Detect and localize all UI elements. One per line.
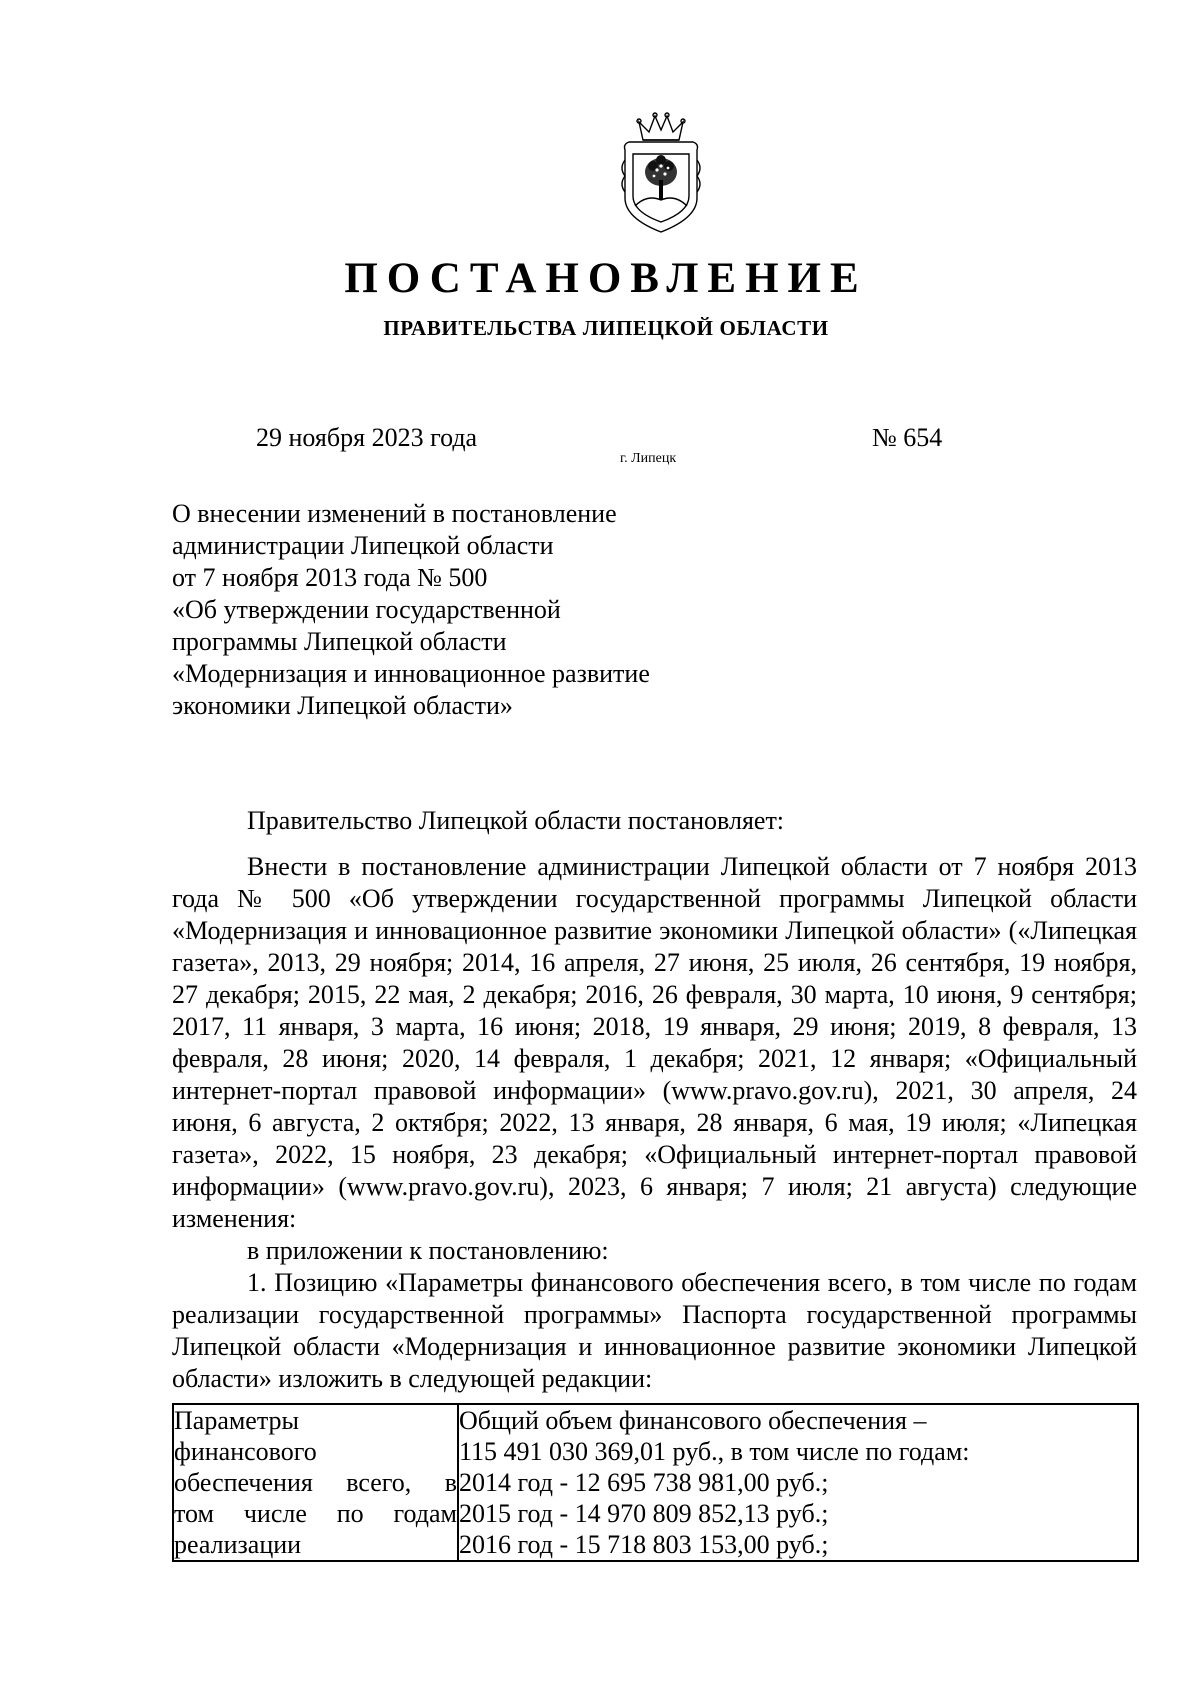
table-label-cell bbox=[173, 1404, 458, 1561]
subject-line: О внесении изменений в постановление bbox=[172, 499, 617, 528]
document-type-title: ПОСТАНОВЛЕНИЕ bbox=[344, 255, 868, 302]
value-line: Общий объем финансового обеспечения – bbox=[459, 1406, 927, 1435]
main-paragraph: Внести в постановление администрации Липецкой области от 7 ноября 2013 года № 500 «Об утверждении государственной программы Липецкой области «Модернизация и инновационное развитие экономики Липецкой области» («Липецкая газета», 2013, 29 ноября; 2014, 16 апреля, 27 июня, 25 июля, 26 сентября, 19 ноября, 27 декабря; 2015, 22 мая, 2 декабря; 2016, 26 февраля, 30 марта, 10 июня, 9 сентября; 2017, 11 января, 3 марта, 16 июня; 2018, 19 января, 29 июня; 2019, 8 февраля, 13 февраля, 28 июня; 2020, 14 февраля, 1 декабря; 2021, 12 января; «Официальный интернет-портал правовой информации» (www.pravo.gov.ru), 2021, 30 апреля, 24 июня, 6 августа, 2 октября; 2022, 13 января, 28 января, 6 мая, 19 июля; «Липецкая газета», 2022, 15 ноября, 23 декабря; «Официальный интернет-портал правовой информации» (www.pravo.gov.ru), 2023, 6 января; 7 июля; 21 августа) следующие изменения: bbox=[172, 852, 1137, 1233]
subject-line: программы Липецкой области bbox=[172, 627, 507, 656]
table-values-cell bbox=[458, 1404, 1138, 1561]
value-line: 115 491 030 369,01 руб., в том числе по годам: bbox=[459, 1437, 970, 1466]
item-1-paragraph: 1. Позицию «Параметры финансового обеспечения всего, в том числе по годам реализации государственной программы» Паспорта государственной программы Липецкой области «Модернизация и инновационное развитие экономики Липецкой области» изложить в следующей редакции: bbox=[172, 1268, 1137, 1393]
value-line: 2015 год - 14 970 809 852,13 руб.; bbox=[459, 1499, 829, 1528]
document-body bbox=[172, 805, 1137, 1395]
document-number: № 654 bbox=[872, 423, 943, 452]
subject-line: от 7 ноября 2013 года № 500 bbox=[172, 563, 488, 592]
subject-line: «Об утверждении государственной bbox=[172, 595, 561, 624]
appendix-paragraph: в приложении к постановлению: bbox=[247, 1236, 609, 1265]
label-line: финансового bbox=[174, 1437, 317, 1466]
label-line: Параметры bbox=[174, 1406, 299, 1435]
label-line: обеспечения всего, в bbox=[174, 1468, 457, 1497]
issuer-title: ПРАВИТЕЛЬСТВА ЛИПЕЦКОЙ ОБЛАСТИ bbox=[383, 316, 829, 340]
preamble-paragraph: Правительство Липецкой области постановляет: bbox=[247, 806, 785, 835]
financing-table bbox=[172, 1403, 1139, 1562]
document-city: г. Липецк bbox=[620, 451, 677, 466]
coat-of-arms-emblem bbox=[617, 110, 705, 238]
table-row bbox=[173, 1404, 1138, 1561]
value-line: 2016 год - 15 718 803 153,00 руб.; bbox=[459, 1530, 829, 1559]
document-date: 29 ноября 2023 года bbox=[256, 423, 478, 452]
label-line: реализации bbox=[174, 1530, 302, 1559]
subject-line: «Модернизация и инновационное развитие bbox=[172, 659, 650, 688]
document-subject bbox=[172, 498, 772, 722]
subject-line: администрации Липецкой области bbox=[172, 531, 554, 560]
subject-line: экономики Липецкой области» bbox=[172, 691, 513, 720]
value-line: 2014 год - 12 695 738 981,00 руб.; bbox=[459, 1468, 829, 1497]
label-line: том числе по годам bbox=[174, 1499, 457, 1528]
